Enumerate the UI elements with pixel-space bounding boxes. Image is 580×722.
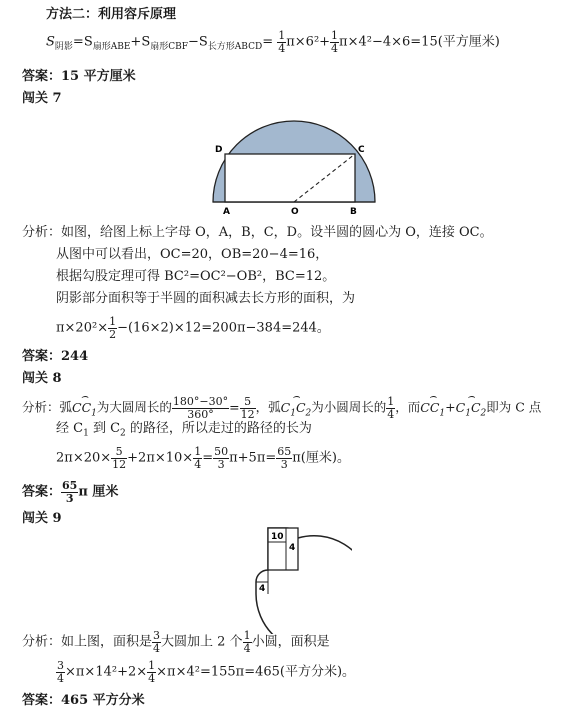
label-a: A: [223, 207, 230, 217]
method2-formula: $S_{阴影}=S_{扇形ABE}+S_{扇形CBF}-S_{长方形ABCD}=$ $\frac{1}{4}$ π×6²+ $\frac{1}{4}$ π×4²−4×6=15(平方厘米): [46, 29, 500, 55]
level7-analysis-line1: 分析：如图，给图上标上字母 O，A，B，C，D。设半圆的圆心为 O，连接 OC。: [22, 225, 493, 240]
arc-symbol: ⌢ $C_1C_2$: [456, 401, 487, 419]
level7-equation: π×20²× $\frac{1}{2}$ −(16×2)×12=200π−384=244。: [56, 315, 330, 341]
fraction: $\frac{3}{4}$: [57, 659, 64, 685]
fraction: $\frac{3}{4}$: [153, 629, 161, 655]
fraction: $\frac{5}{12}$: [112, 445, 127, 471]
level9-analysis-line1: 分析：如上图，面积是 $\frac{3}{4}$ 大圆加上 2 个 $\frac{1}{4}$ 小圆，面积是: [22, 629, 330, 655]
label-4-right: 4: [289, 543, 296, 553]
arc-symbol: ⌢ $CC_1$: [420, 401, 445, 419]
fraction: $\frac{1}{4}$: [278, 29, 286, 55]
label-c: C: [358, 145, 365, 155]
level7-analysis-line4: 阴影部分面积等于半圆的面积减去长方形的面积，为: [56, 291, 356, 306]
level9-circle-figure: [232, 522, 352, 634]
level8-equation: 2π×20× $\frac{5}{12}$ +2π×10× $\frac{1}{4}$ = $\frac{50}{3}$ π+5π= $\frac{65}{3}$ π(厘米)。: [56, 445, 350, 471]
fraction: $\frac{1}{4}$: [148, 659, 156, 685]
arc-symbol: ⌢ $C_1C_2$: [281, 401, 312, 419]
method2-heading: 方法二：利用容斥原理: [46, 7, 177, 22]
fraction: $\frac{5}{12}$: [240, 395, 255, 421]
level8-analysis-line2: 经 $C_1$ 到 $C_2$ 的路径，所以走过的路径的长为: [56, 421, 312, 439]
answer-level6: 答案：15 平方厘米: [22, 69, 136, 84]
fraction: $\frac{65}{3}$: [277, 445, 292, 471]
fraction: $\frac{50}{3}$: [214, 445, 229, 471]
fraction: $\frac{1}{4}$: [387, 395, 395, 421]
answer-level7: 答案：244: [22, 349, 89, 364]
fraction: $\frac{65}{3}$: [62, 479, 78, 505]
answer-level8: 答案： $\frac{65}{3}$ π 厘米: [22, 479, 119, 505]
label-b: B: [350, 207, 357, 217]
fraction: $\frac{180^\circ-30^\circ}{360^\circ}$: [172, 395, 229, 421]
level7-title: 闯关 7: [22, 91, 62, 106]
fraction: $\frac{1}{4}$: [331, 29, 339, 55]
level8-analysis-line1: 分析：弧⌢ $CC_1$为大圆周长的 $\frac{180^\circ-30^\circ}{360^\circ}$ = $\frac{5}{12}$ ，弧⌢ $C_1C_2$为小圆周长的 $\frac{1}{4}$ ，而⌢ $CC_1+⌢$ $C_1C_2$即为 C 点: [22, 396, 541, 420]
level9-title: 闯关 9: [22, 511, 62, 526]
label-d: D: [215, 145, 223, 155]
label-o: O: [291, 207, 299, 217]
fraction: $\frac{1}{4}$: [194, 445, 202, 471]
label-4-left: 4: [259, 584, 266, 594]
level7-semicircle-figure: [205, 110, 385, 220]
arc-symbol: ⌢ $CC_1$: [72, 401, 97, 419]
level7-analysis-line2: 从图中可以看出，OC=20，OB=20−4=16，: [56, 247, 329, 262]
label-10: 10: [271, 532, 284, 542]
answer-level9: 答案：465 平方分米: [22, 693, 145, 708]
fraction: $\frac{1}{2}$: [109, 315, 117, 341]
fraction: $\frac{1}{4}$: [243, 629, 251, 655]
level9-equation: $\frac{3}{4}$ ×π×14²+2× $\frac{1}{4}$ ×π×4²=155π=465(平方分米)。: [57, 659, 356, 685]
level8-title: 闯关 8: [22, 371, 62, 386]
level7-analysis-line3: 根据勾股定理可得 BC²=OC²−OB²，BC=12。: [56, 269, 336, 284]
